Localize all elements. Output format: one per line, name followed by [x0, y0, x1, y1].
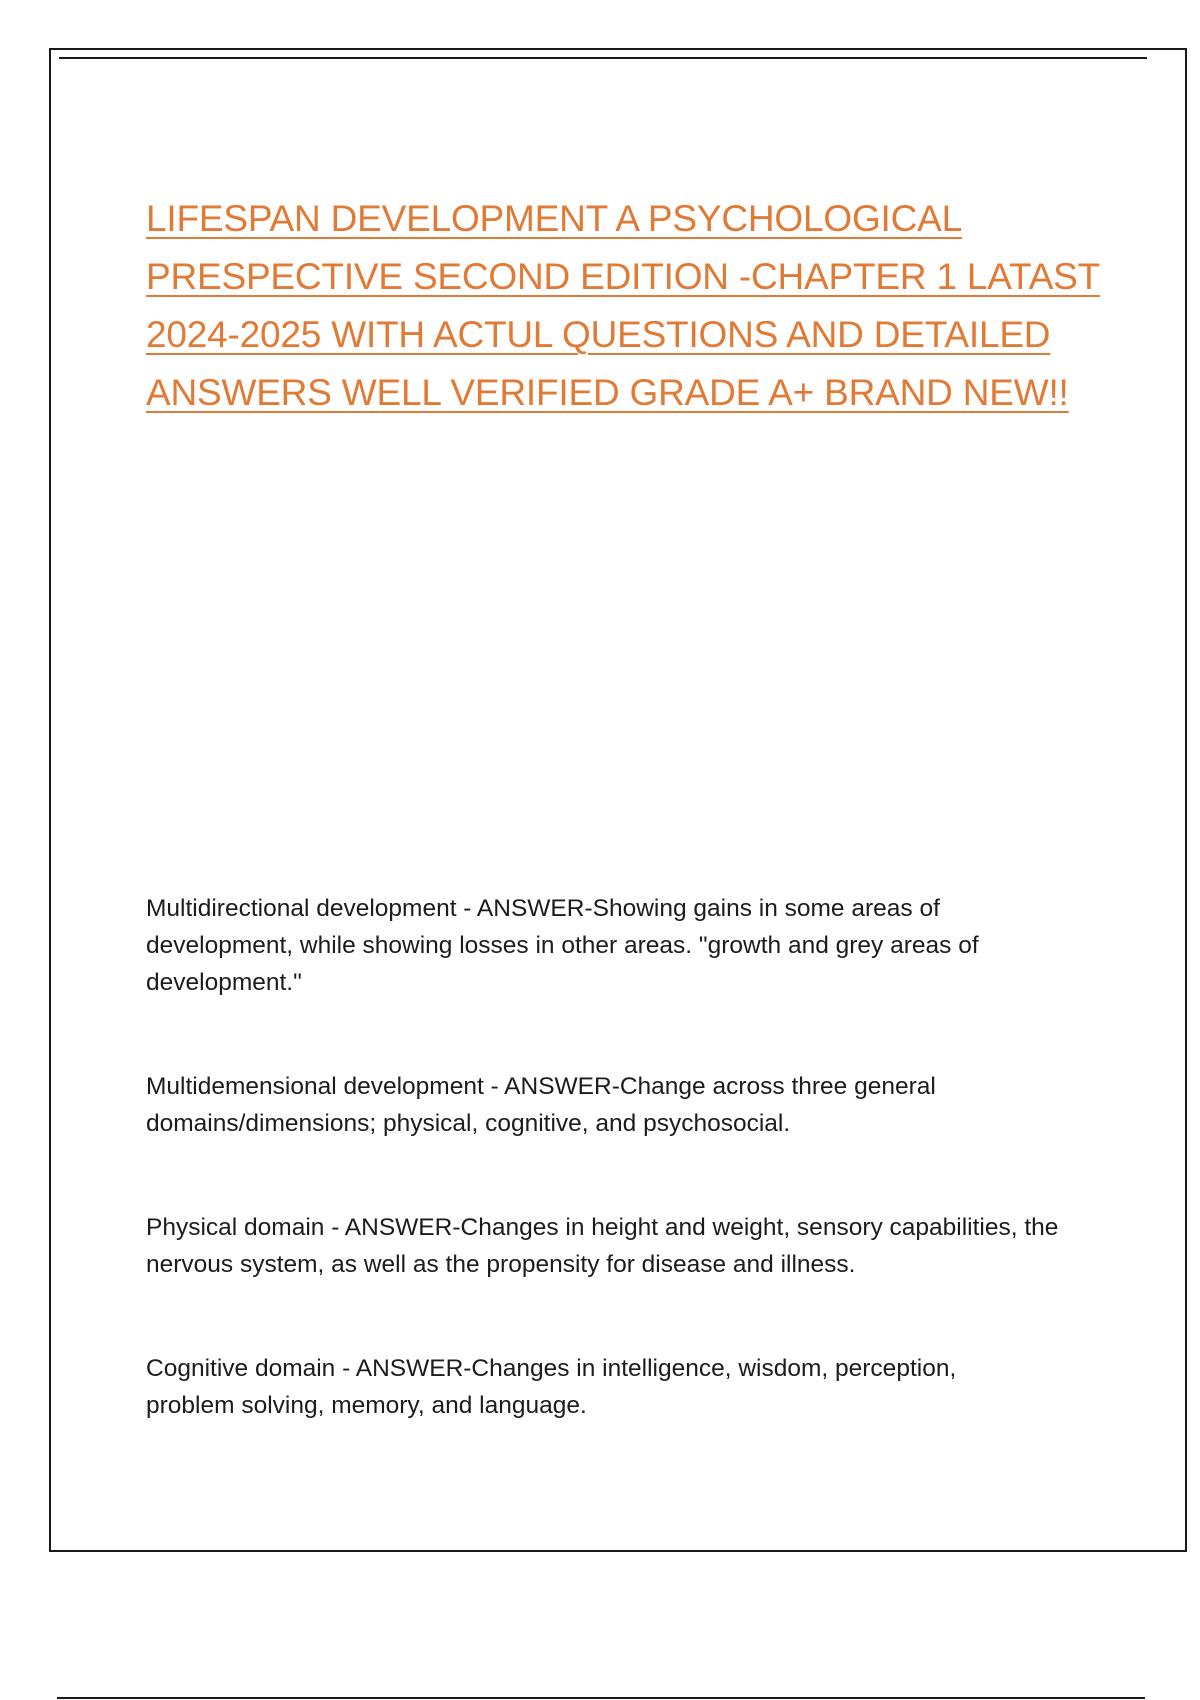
qa-text-line: development." [146, 969, 302, 996]
qa-list [146, 890, 1146, 1491]
qa-item-physical-domain [146, 1209, 1146, 1283]
qa-text-line: Multidirectional development - ANSWER-Showing gains in some areas of [146, 895, 940, 922]
qa-text-line: Cognitive domain - ANSWER-Changes in intelligence, wisdom, perception, [146, 1355, 957, 1382]
page-frame [49, 48, 1187, 1552]
title-line-4: ANSWERS WELL VERIFIED GRADE A+ BRAND NEW!! [146, 372, 1069, 413]
title-line-2: PRESPECTIVE SECOND EDITION -CHAPTER 1 LATAST [146, 256, 1101, 297]
qa-text-line: domains/dimensions; physical, cognitive, and psychosocial. [146, 1110, 791, 1137]
qa-text-line: development, while showing losses in other areas. "growth and grey areas of [146, 932, 979, 959]
qa-item-multidirectional [146, 890, 1146, 1001]
qa-text-line: nervous system, as well as the propensity for disease and illness. [146, 1251, 856, 1278]
document-title [146, 190, 1126, 422]
title-line-1: LIFESPAN DEVELOPMENT A PSYCHOLOGICAL [146, 198, 962, 239]
title-line-3: 2024-2025 WITH ACTUL QUESTIONS AND DETAILED [146, 314, 1051, 355]
qa-text-line: Physical domain - ANSWER-Changes in height and weight, sensory capabilities, the [146, 1214, 1059, 1241]
top-rule [59, 57, 1147, 59]
qa-item-multidimensional [146, 1068, 1146, 1142]
bottom-rule [57, 1697, 1145, 1699]
qa-text-line: Multidemensional development - ANSWER-Change across three general [146, 1073, 936, 1100]
qa-item-cognitive-domain [146, 1350, 1146, 1424]
qa-text-line: problem solving, memory, and language. [146, 1392, 587, 1419]
